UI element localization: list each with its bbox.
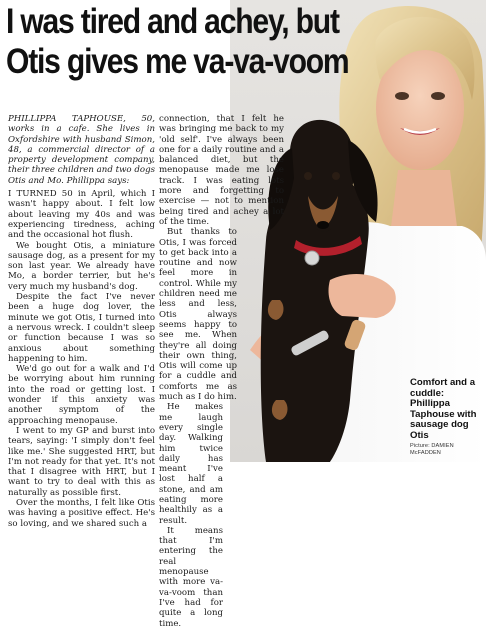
paragraph: Over the months, I felt like Otis was having a positive effect. He's so loving, and we shared such a <box>8 497 155 529</box>
paragraph: I TURNED 50 in April, which I wasn't happy about. I felt low about leaving my 40s and was experiencing tiredness, aching and the occasional hot flush. <box>8 189 155 241</box>
paragraph: But thanks to Otis, I was forced to get back into a routine and now feel more in control. While my children need me less and less, Otis always seems happy to see me. When they're all doing their own thing, Otis will come up for a cuddle and comforts me as much as I do him. <box>159 227 237 403</box>
headline <box>6 2 350 82</box>
paragraph: It means that I'm entering the real menopause with more va-va-voom than I've had for quite a long time. <box>159 525 223 629</box>
paragraph: He makes me laugh every single day. Walking him twice daily has meant I've lost half a stone, and am eating more healthily as a result. <box>159 402 223 526</box>
paragraph: I went to my GP and burst into tears, saying: 'I simply don't feel like me.' She suggested HRT, but I'm not ready for that yet. It's not that I disagree with HRT, but I want to try to deal with this as naturally as possible first. <box>8 425 155 498</box>
headline-line-1: I was tired and achey, but <box>6 2 339 41</box>
photo-caption <box>410 378 484 457</box>
paragraph: We bought Otis, a miniature sausage dog, as a present for my son last year. We already have Mo, a border terrier, but he's very much my husband's dog. <box>8 240 155 292</box>
caption-text: Comfort and a cuddle: Phillippa Taphouse with sausage dog Otis <box>410 377 477 441</box>
paragraph: We'd go out for a walk and I'd be worrying about him running into the road or getting lost. I wonder if this anxiety was another symptom of the approaching menopause. <box>8 364 155 426</box>
narrow-column <box>159 402 223 629</box>
photo-credit: Picture: DAMIEN McFADDEN <box>410 443 454 456</box>
article-column-2 <box>159 114 307 629</box>
paragraph: connection, that I felt he was bringing me back to my 'old self'. I've always been one for a daily routine and a balanced diet, but the menopause made me lose track. I was eating lots more and forgetting to exercise — not to mention being tired and achey a lot of the time. <box>159 114 284 227</box>
headline-line-2: Otis gives me va-va-voom <box>6 42 349 81</box>
article-column-1 <box>8 114 155 529</box>
paragraph: Despite the fact I've never been a huge dog lover, the minute we got Otis, I turned into a nervous wreck. I couldn't sleep or function because I was so anxious about something happening to him. <box>8 292 155 364</box>
article-intro: PHILLIPPA TAPHOUSE, 50, works in a cafe. She lives in Oxfordshire with husband Simon, 48, a commercial director of a property development company, their three children and two dogs Otis and Mo. Phillippa says: <box>8 114 155 186</box>
